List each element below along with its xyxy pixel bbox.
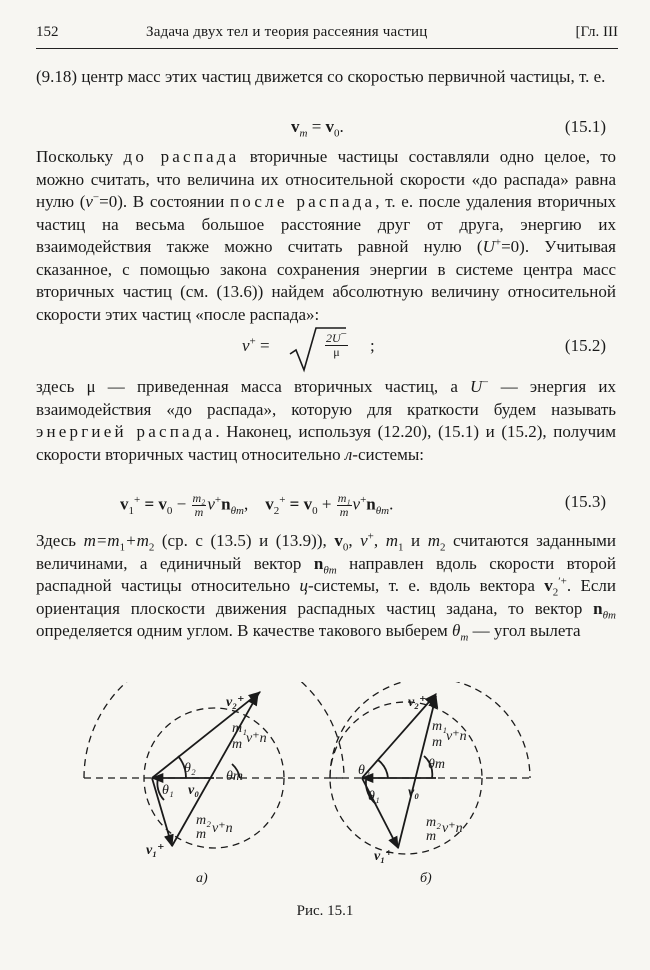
eq3-minus: −	[172, 494, 191, 514]
p4-aa: ′+	[558, 575, 567, 588]
running-header	[36, 22, 618, 49]
p4-l: ,	[373, 531, 386, 550]
eq3-n-sub	[231, 505, 244, 517]
label-bot-num-b: m₂	[426, 815, 441, 830]
p4-u: m	[328, 563, 337, 576]
label-bot-tail-a: v⁺n	[212, 821, 233, 836]
p4-ai: — угол вылета	[468, 621, 581, 640]
p2-v: v	[85, 192, 93, 211]
paragraph-1	[36, 66, 616, 89]
eq3-frac2	[337, 492, 352, 519]
p3-l: л	[344, 444, 353, 464]
paragraph-2	[36, 146, 616, 326]
p4-s: n	[313, 553, 324, 573]
eq3-frac1-top: m₂	[192, 491, 206, 505]
eq2-minus: −	[340, 328, 347, 340]
eq3-plus: +	[317, 494, 336, 514]
figure-caption: Рис. 15.1	[296, 903, 354, 919]
eq1-dot: .	[339, 117, 344, 136]
eq2-plus: +	[249, 335, 256, 348]
eq3-plus2: +	[279, 493, 286, 506]
p3-minus: −	[482, 376, 489, 389]
p4-ab: . Если ориентация плоскости движения распадных частиц задана, то вектор	[36, 576, 617, 618]
eq3-sub0: 0	[166, 504, 173, 517]
eq1-number: (15.1)	[564, 117, 606, 136]
eq1-v0: v	[325, 117, 335, 136]
label-top-tail-a: v⁺n	[246, 731, 267, 746]
label-bot-num-a: m₂	[196, 813, 211, 828]
eq3-vplus-sup: +	[214, 493, 222, 506]
p4-af: определяется одним углом. В качестве такового выберем	[36, 621, 453, 640]
eq2-fraction	[325, 328, 348, 359]
eq3-vplus2: v	[352, 494, 361, 514]
p4-r: считаются заданными величинами, а единичный вектор	[36, 531, 617, 573]
eq1-sub-0: 0	[334, 127, 340, 140]
label-v1-a: v₁⁺	[146, 843, 165, 858]
eq3-sub1: 1	[128, 504, 134, 517]
eq3-n2: n	[366, 494, 376, 514]
p4-a: Здесь	[36, 531, 84, 550]
label-top-num-b: m₁	[432, 719, 447, 734]
eq3-comma: ,	[243, 494, 249, 514]
page-number: 152	[36, 24, 59, 40]
label-top-den-b: m	[432, 735, 443, 750]
eq3-n: n	[221, 494, 231, 514]
label-top-tail-b: v⁺n	[446, 729, 467, 744]
p4-n-sub	[323, 564, 336, 576]
label-thetam-b: θm	[428, 757, 445, 772]
p4-n2-sub	[603, 609, 616, 621]
eq3-v2: v	[265, 494, 274, 514]
eq3-theta2: θ	[375, 504, 382, 517]
p4-x: -системы, т. е. вдоль вектора	[308, 576, 545, 595]
eq3-body	[120, 492, 393, 519]
label-v0-a: v₀	[188, 783, 200, 798]
label-v2-a: v₂⁺	[226, 695, 245, 710]
eq3-sub2: 2	[273, 504, 280, 517]
eq1-v: v	[291, 117, 300, 136]
label-bot-den-b: m	[426, 829, 437, 844]
sublabel-b: б)	[420, 871, 432, 886]
label-v1-b: v₁⁺	[374, 849, 393, 864]
label-thetam-a: θm	[226, 769, 243, 784]
p4-f: (ср. с (13.5) и (13.9)),	[154, 531, 335, 550]
p4-v: направлен вдоль скорости второй распадной частицы относительно	[36, 553, 616, 595]
p4-q: 2	[439, 541, 446, 554]
eq3-dot: .	[389, 494, 394, 514]
p4-t: θ	[323, 563, 329, 576]
p4-ae: m	[608, 608, 616, 621]
eq3-n2-sub	[376, 505, 389, 517]
eq3-theta2-m: m	[381, 504, 390, 517]
angle-arc-theta2-b	[378, 760, 388, 778]
eq2-body	[242, 336, 270, 356]
p4-h: 0	[342, 541, 349, 554]
p4-n: 1	[397, 541, 404, 554]
eq1-body	[291, 117, 344, 140]
p2-k: =0). Учитывая сказанное, с помощью закона сохранения энергии в системе центра масс вторичных частиц (см. (13.6)) найдем абсолютную величину относительной скорости этих частиц «после распада»:	[36, 237, 616, 324]
p4-p: m	[427, 531, 440, 550]
eq3-number: (15.3)	[564, 492, 606, 511]
p3-h: -системы:	[352, 444, 425, 464]
p3-U: U	[470, 377, 483, 396]
p4-z: 2	[552, 586, 559, 599]
p2-f: =0). В состоянии	[99, 192, 230, 211]
running-title: Задача двух тел и теория рассеяния частиц	[146, 24, 428, 40]
p1-text: (9.18) центр масс этих частиц движется со скоростью первичной частицы, т. е.	[36, 67, 606, 86]
p2-spaced-2: после распада	[230, 192, 376, 211]
label-top-num-a: m₁	[232, 721, 247, 736]
eq3-eq-v2: = v	[285, 494, 313, 514]
eq2-mu: μ	[333, 345, 340, 359]
label-bot-tail-b: v⁺n	[442, 821, 463, 836]
p4-ah: m	[460, 631, 469, 644]
p4-o: и	[403, 531, 428, 550]
p4-b: m=m	[83, 531, 120, 550]
p4-j: v	[360, 531, 368, 550]
p4-ac: n	[593, 598, 603, 618]
eq1-sub-m: m	[299, 127, 308, 140]
equation-15-2	[36, 330, 616, 376]
label-top-den-a: m	[232, 737, 243, 752]
eq2-eq: =	[255, 336, 270, 355]
label-v0-b: v₀	[408, 785, 420, 800]
p3-a: здесь μ — приведенная масса вторичных частиц, а	[36, 377, 471, 396]
eq2-2U: 2U	[326, 331, 341, 345]
p4-w: ц	[299, 576, 309, 595]
eq2-v: v	[242, 336, 250, 355]
paragraph-4	[36, 530, 616, 643]
equation-15-3	[36, 488, 616, 522]
p3-f: . Наконец, используя (12.20), (15.1) и (15.2), получим скорости вторичных частиц относительно	[36, 422, 616, 464]
p4-m: m	[385, 531, 398, 550]
eq3-theta-m: m	[235, 504, 244, 517]
label-theta1-b: θ₁	[368, 789, 380, 804]
p4-y: v	[544, 576, 553, 595]
p2-U: U	[482, 237, 495, 256]
label-theta2-a: θ₂	[184, 761, 196, 776]
eq2-semicolon: ;	[370, 336, 375, 355]
p4-ag: θ	[452, 621, 461, 640]
eq3-v1: v	[120, 494, 129, 514]
paragraph-3	[36, 376, 616, 466]
p2-spaced-1: до распада	[123, 147, 240, 166]
eq3-sub02: 0	[312, 504, 318, 517]
chapter-marker: [Гл. III	[575, 24, 618, 40]
diagram-b	[330, 682, 530, 886]
eq3-theta: θ	[230, 504, 236, 517]
eq3-frac1-bot: m	[194, 505, 204, 519]
p3-spaced: энергией распада	[36, 422, 216, 441]
eq1-eq: =	[307, 117, 326, 136]
p4-e: 2	[148, 541, 155, 554]
eq3-vplus: v	[207, 494, 215, 514]
eq3-vplus2-sup: +	[360, 493, 367, 506]
eq2-number: (15.2)	[564, 336, 606, 355]
label-v2-b: v₂⁺	[408, 695, 427, 710]
p2-h: , т. е. после удаления вторичных частиц на весьма большое расстояние друг от друга, энергию их взаимодействия также можно считать равной нулю (	[36, 192, 616, 256]
eq3-plus1: +	[134, 493, 141, 506]
p2-c: вторичные частицы составляли одно целое, то можно считать, что величина их относительной скорости «до распада» равна нулю (	[36, 147, 616, 211]
label-bot-den-a: m	[196, 827, 207, 842]
p3-d: — энергия их взаимодействия «до распада», которую для краткости будем называть	[36, 377, 616, 419]
outer-semicircle-a	[84, 682, 344, 778]
p4-d: +m	[125, 531, 149, 550]
p2-a: Поскольку	[36, 147, 124, 166]
p4-ad: θ	[602, 608, 609, 621]
p4-g: v	[334, 531, 343, 550]
diagram-a	[84, 682, 344, 886]
p2-minus: −	[92, 191, 100, 204]
eq3-frac2-top: m₁	[337, 491, 351, 505]
p4-k: +	[367, 530, 374, 543]
p4-c: 1	[119, 541, 126, 554]
eq3-eq-v: = v	[140, 494, 167, 514]
eq3-frac1	[192, 492, 207, 519]
p4-i: ,	[348, 531, 361, 550]
equation-15-1	[36, 117, 616, 147]
eq3-frac2-bot: m	[339, 505, 349, 519]
sublabel-a: а)	[196, 871, 208, 886]
label-theta1-a: θ₁	[162, 783, 174, 798]
label-theta2-b: θ₂	[358, 763, 370, 778]
p2-plus: +	[494, 236, 502, 249]
